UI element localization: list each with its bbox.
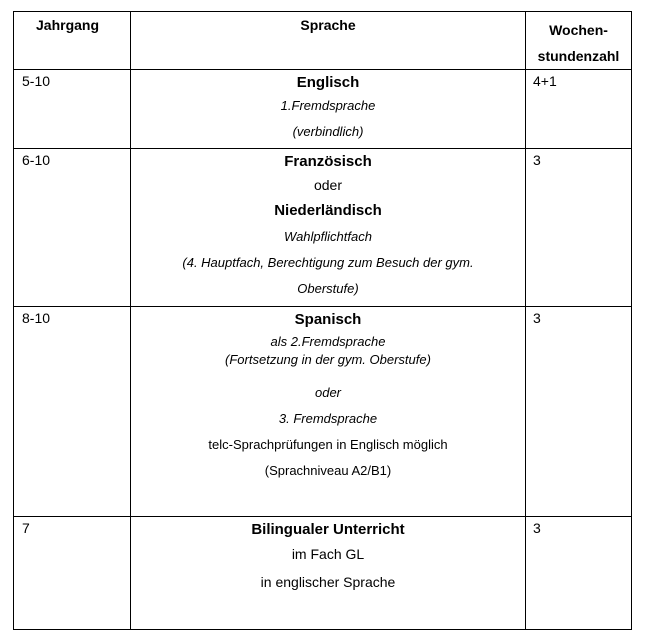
- language-name: Französisch: [284, 153, 372, 170]
- header-wochenstundenzahl: [526, 12, 632, 70]
- table-row: [14, 307, 632, 517]
- language-cell: [131, 307, 526, 517]
- language-note: im Fach GL: [291, 546, 365, 562]
- language-note: telc-Sprachprüfungen in Englisch möglich: [208, 437, 448, 452]
- hours-cell: 3: [526, 307, 632, 517]
- language-note: 1.Fremdsprache: [280, 98, 376, 113]
- header-row: [14, 12, 632, 70]
- language-name: Bilingualer Unterricht: [251, 521, 405, 538]
- language-note: Oberstufe): [297, 281, 359, 296]
- language-note: als 2.Fremdsprache: [270, 334, 386, 349]
- hours-cell: 3: [526, 517, 632, 630]
- language-note: Wahlpflichtfach: [284, 229, 372, 244]
- language-note: (4. Hauptfach, Berechtigung zum Besuch der gym.: [182, 255, 474, 270]
- language-connector: oder: [313, 177, 343, 193]
- header-hours-line1: Wochen-: [549, 22, 608, 38]
- language-table: [13, 11, 632, 630]
- header-hours-line2: stundenzahl: [537, 48, 620, 64]
- year-cell: 8-10: [14, 307, 131, 517]
- table-row: [14, 70, 632, 149]
- language-name: Niederländisch: [274, 202, 382, 219]
- language-note: (Sprachniveau A2/B1): [264, 463, 392, 478]
- table-row: [14, 517, 632, 630]
- table-row: [14, 149, 632, 307]
- year-cell: 5-10: [14, 70, 131, 149]
- language-note: in englischer Sprache: [260, 574, 396, 590]
- language-name: Englisch: [296, 74, 360, 91]
- header-sprache: Sprache: [131, 12, 526, 70]
- language-connector: oder: [314, 385, 342, 400]
- language-note: (verbindlich): [292, 124, 364, 139]
- year-cell: 7: [14, 517, 131, 630]
- hours-cell: 3: [526, 149, 632, 307]
- language-name: Spanisch: [294, 311, 362, 328]
- header-jahrgang: Jahrgang: [14, 12, 131, 70]
- language-note: (Fortsetzung in der gym. Oberstufe): [225, 352, 431, 367]
- language-cell: [131, 70, 526, 149]
- language-cell: [131, 517, 526, 630]
- language-note: 3. Fremdsprache: [278, 411, 378, 426]
- language-cell: [131, 149, 526, 307]
- hours-cell: 4+1: [526, 70, 632, 149]
- year-cell: 6-10: [14, 149, 131, 307]
